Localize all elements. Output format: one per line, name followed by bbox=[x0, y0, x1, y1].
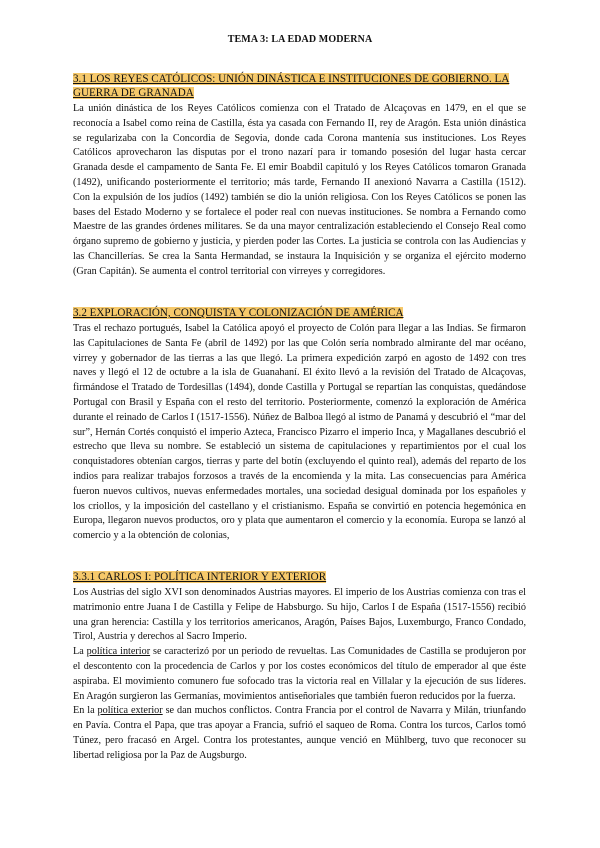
section-heading-text: 3.2 EXPLORACIÓN, CONQUISTA Y COLONIZACIÓN DE AMÉRICA bbox=[73, 307, 404, 319]
text-run: se caracterizó por un periodo de revueltas. Las Comunidades de Castilla se produjeron por el descontento con la procedencia de Carlos y por los costes económicos del título de emperador al que éste aspiraba. El movimiento comunero fue sofocado tras la victoria real en Villalar y la ejecución de sus líderes. En Aragón surgieron las Germanías, movimientos antiseñoriales que también fueron reducidos por la fuerza. bbox=[73, 646, 527, 702]
paragraph: Tras el rechazo portugués, Isabel la Católica apoyó el proyecto de Colón para llegar a las Indias. Se firmaron las Capitulaciones de Santa Fe (abril de 1492) por las que Colón sería nombrado almirante del mar océano, virrey y gobernador de las tierras a las que llegó. La primera expedición zarpó en agosto de 1492 con tres naves y llegó el 12 de octubre a la isla de Guanahaní. El éxito llevó a la revisión del Tratado de Alcaçovas, firmándose el Tratado de Tordesillas (1494), donde Castilla y Portugal se repartían las conquistas, quedándose Portugal con Brasil y España con el resto del territorio. Posteriormente, comenzó la exploración de América durante el reinado de Carlos I (1517-1556). Núñez de Balboa llegó al istmo de Panamá y descubrió el “mar del sur”, Hernán Cortés conquistó el imperio Azteca, Francisco Pizarro el imperio Inca, y Magallanes descubrió el estrecho que lleva su nombre. Se estableció un sistema de capitulaciones y repartimientos por el cual los conquistadores obtenían cargos, tierras y parte del botín (excluyendo el quinto real), además del reparto de los indios para realizar trabajos forzosos a través de la encomienda y la mita. Las consecuencias para América fueron nuevos cultivos, nuevas enfermedades mortales, una sociedad desigual dominada por los españoles y los criollos, y la imposición del castellano y el cristianismo. España se convirtió en potencia hegemónica en Europa, llegaron nuevos productos, oro y plata que aumentaron el comercio y la economía. Europa se lanzó al comercio y a la obtención de colonias, bbox=[73, 323, 526, 542]
section-heading bbox=[73, 570, 526, 584]
page-title: TEMA 3: LA EDAD MODERNA bbox=[227, 34, 373, 45]
paragraph: La unión dinástica de los Reyes Católicos comienza con el Tratado de Alcaçovas en 1479, en el que se reconocía a Isabel como reina de Castilla, ésta ya casada con Fernando II, rey de Aragón. Esta unión dinástica se regularizaba con la Concordia de Segovia, donde cada Corona mantenía sus instituciones. Los Reyes Católicos aprovecharon las disputas por el trono nazarí para ir tomando posesión del lugar hasta cercar Granada desde el campamento de Santa Fe. El emir Boabdil capituló y los Reyes Católicos tomaron Granada (1492), unificando posteriormente el territorio; más tarde, Fernando II anexionó Navarra a Castilla (1512). Con la expulsión de los judíos (1492) también se dio la unión religiosa. Con los Reyes Católicos se ponen las bases del Estado Moderno y se fortalece el poder real con nuevas instituciones. Se nombra a Fernando como Maestre de las grandes órdenes militares. Se da una mayor centralización estableciendo el Consejo Real como órgano supremo de gobierno y justicia, y pierden poder las Cortes. La justicia se controla con las Audiencias y las Chancillerías. Se crea la Santa Hermandad, se instaura la Inquisición y se organiza el ejército moderno (Gran Capitán). Se aumenta el control territorial con virreyes y corregidores. bbox=[73, 103, 526, 277]
section-america bbox=[73, 306, 526, 544]
section-heading bbox=[73, 306, 526, 320]
text-run: La bbox=[73, 646, 87, 658]
section-heading bbox=[73, 72, 526, 100]
section-heading-text: 3.3.1 CARLOS I: POLÍTICA INTERIOR Y EXTERIOR bbox=[73, 571, 327, 583]
section-heading-text: 3.1 LOS REYES CATÓLICOS: UNIÓN DINÁSTICA E INSTITUCIONES DE GOBIERNO. LA GUERRA DE GRANADA bbox=[73, 73, 510, 99]
paragraph: Los Austrias del siglo XVI son denominados Austrias mayores. El imperio de los Austrias comienza con tras el matrimonio entre Juana I de Castilla y Felipe de Habsburgo. Su hijo, Carlos I de España (1517-1556) recibió una gran herencia: Castilla y los territorios americanos, Aragón, Países Bajos, Luxemburgo, Franco Condado, Tirol, Austria y derechos al Sacro Imperio. bbox=[73, 587, 526, 643]
underlined-term: política exterior bbox=[97, 705, 163, 717]
section-carlos-i bbox=[73, 570, 526, 764]
text-run: se dan muchos conflictos. Contra Francia por el control de Navarra y Milán, triunfando en Pavía. Contra el Papa, que tras apoyar a Francia, sufrió el saqueo de Roma. Contra los turcos, Carlos tomó Túnez, pero fracasó en Argel. Contra los protestantes, aunque venció en Mühlberg, tuvo que reconocer su libertad religiosa por la Paz de Augsburgo. bbox=[73, 705, 527, 761]
section-reyes-catolicos bbox=[73, 72, 526, 280]
text-run: En la bbox=[73, 705, 98, 717]
paragraph-politica-interior bbox=[73, 645, 526, 704]
paragraph-politica-exterior bbox=[73, 704, 526, 763]
underlined-term: política interior bbox=[86, 646, 151, 658]
